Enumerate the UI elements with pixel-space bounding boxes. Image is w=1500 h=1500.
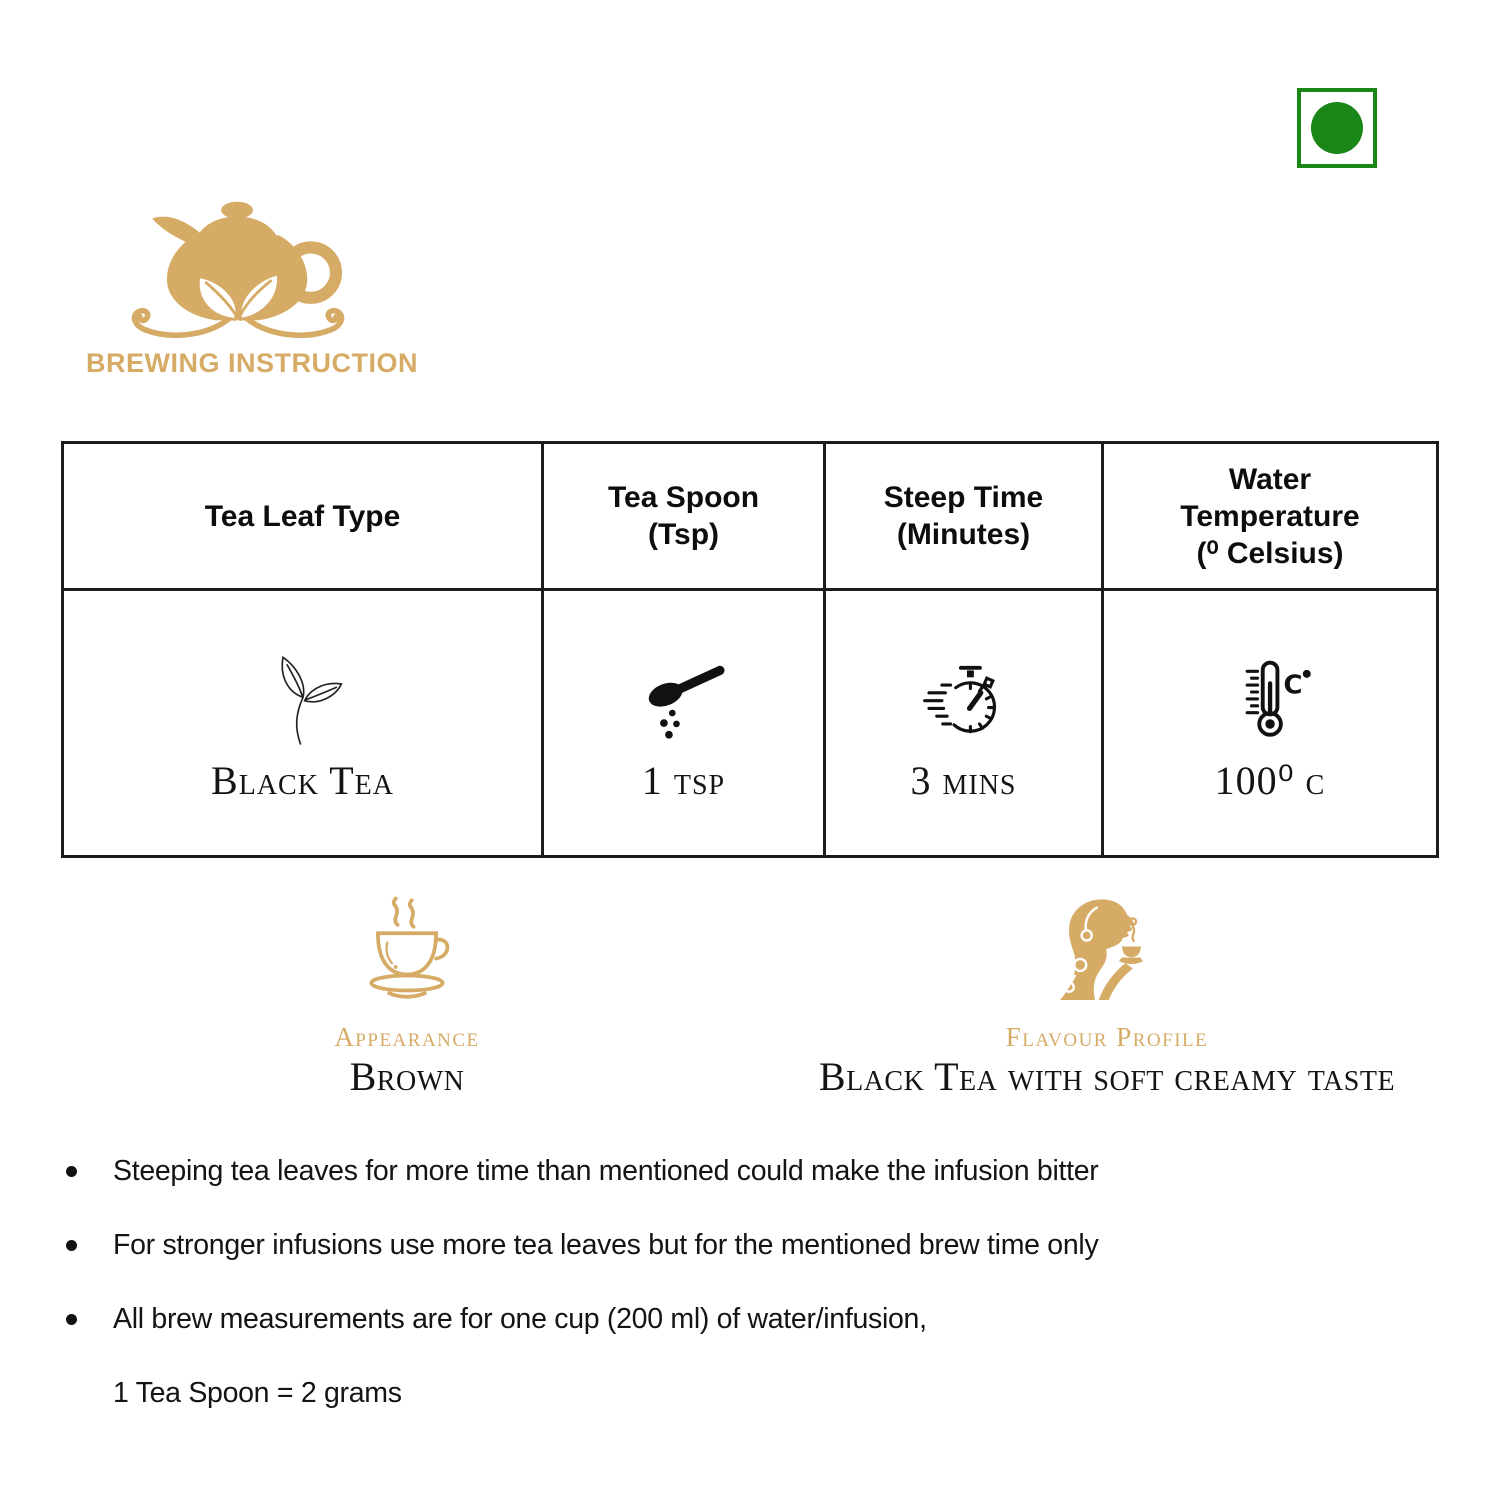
header-text: Temperature — [1180, 499, 1360, 533]
appearance-value: Brown — [349, 1054, 465, 1099]
tea-leaf-type-value: Black Tea — [211, 758, 394, 803]
flavour-profile-title: Flavour Profile — [1005, 1022, 1209, 1052]
note-footer: 1 Tea Spoon = 2 grams — [113, 1377, 402, 1409]
vegetarian-dot-icon — [1311, 102, 1363, 154]
brand-title: BREWING INSTRUCTION — [86, 348, 418, 378]
header-text: Tea Spoon — [607, 481, 760, 514]
bullet-icon — [66, 1166, 77, 1177]
brewing-notes — [62, 1154, 1422, 1411]
header-steep-time — [826, 444, 1104, 591]
header-text: Tea Leaf Type — [204, 499, 401, 533]
header-tea-spoon — [544, 444, 826, 591]
bullet-icon — [66, 1314, 77, 1325]
header-text: (⁰ Celsius) — [1196, 536, 1344, 570]
tea-leaf-icon — [255, 649, 351, 749]
stopwatch-icon — [916, 654, 1011, 749]
header-tea-leaf-type — [64, 444, 544, 591]
teapot-logo-icon — [108, 198, 368, 338]
header-text: Steep Time — [883, 481, 1044, 514]
bullet-icon — [66, 1240, 77, 1251]
cell-water-temperature — [1104, 591, 1436, 855]
water-temperature-value: 100⁰ c — [1214, 758, 1326, 803]
teaspoon-icon — [638, 657, 730, 749]
header-text: (Tsp) — [647, 518, 720, 551]
note-item — [62, 1302, 1422, 1337]
vegetarian-mark — [1297, 88, 1377, 168]
cell-steep-time — [826, 591, 1104, 855]
header-text: (Minutes) — [896, 518, 1031, 551]
header-water-temperature — [1104, 444, 1436, 591]
note-text: All brew measurements are for one cup (200 ml) of water/infusion, — [113, 1303, 927, 1335]
cell-tea-spoon — [544, 591, 826, 855]
note-text: For stronger infusions use more tea leaves but for the mentioned brew time only — [113, 1229, 1099, 1261]
flavour-profile-section — [700, 888, 1500, 1100]
note-text: Steeping tea leaves for more time than mentioned could make the infusion bitter — [113, 1155, 1099, 1187]
header-text: Water — [1228, 462, 1312, 496]
lady-sipping-tea-icon — [1047, 890, 1167, 1014]
flavour-profile-value: Black Tea with soft creamy taste — [818, 1054, 1396, 1099]
appearance-title: Appearance — [334, 1022, 480, 1052]
cell-tea-leaf-type — [64, 591, 544, 855]
tea-spoon-value: 1 tsp — [641, 758, 726, 803]
svg-text:C: C — [1282, 670, 1302, 701]
thermometer-icon — [1223, 654, 1318, 749]
teacup-icon — [346, 890, 468, 1014]
note-item — [62, 1154, 1422, 1189]
brewing-table — [61, 441, 1439, 858]
note-item — [62, 1228, 1422, 1263]
steep-time-value: 3 mins — [910, 758, 1017, 803]
appearance-section — [257, 888, 557, 1100]
